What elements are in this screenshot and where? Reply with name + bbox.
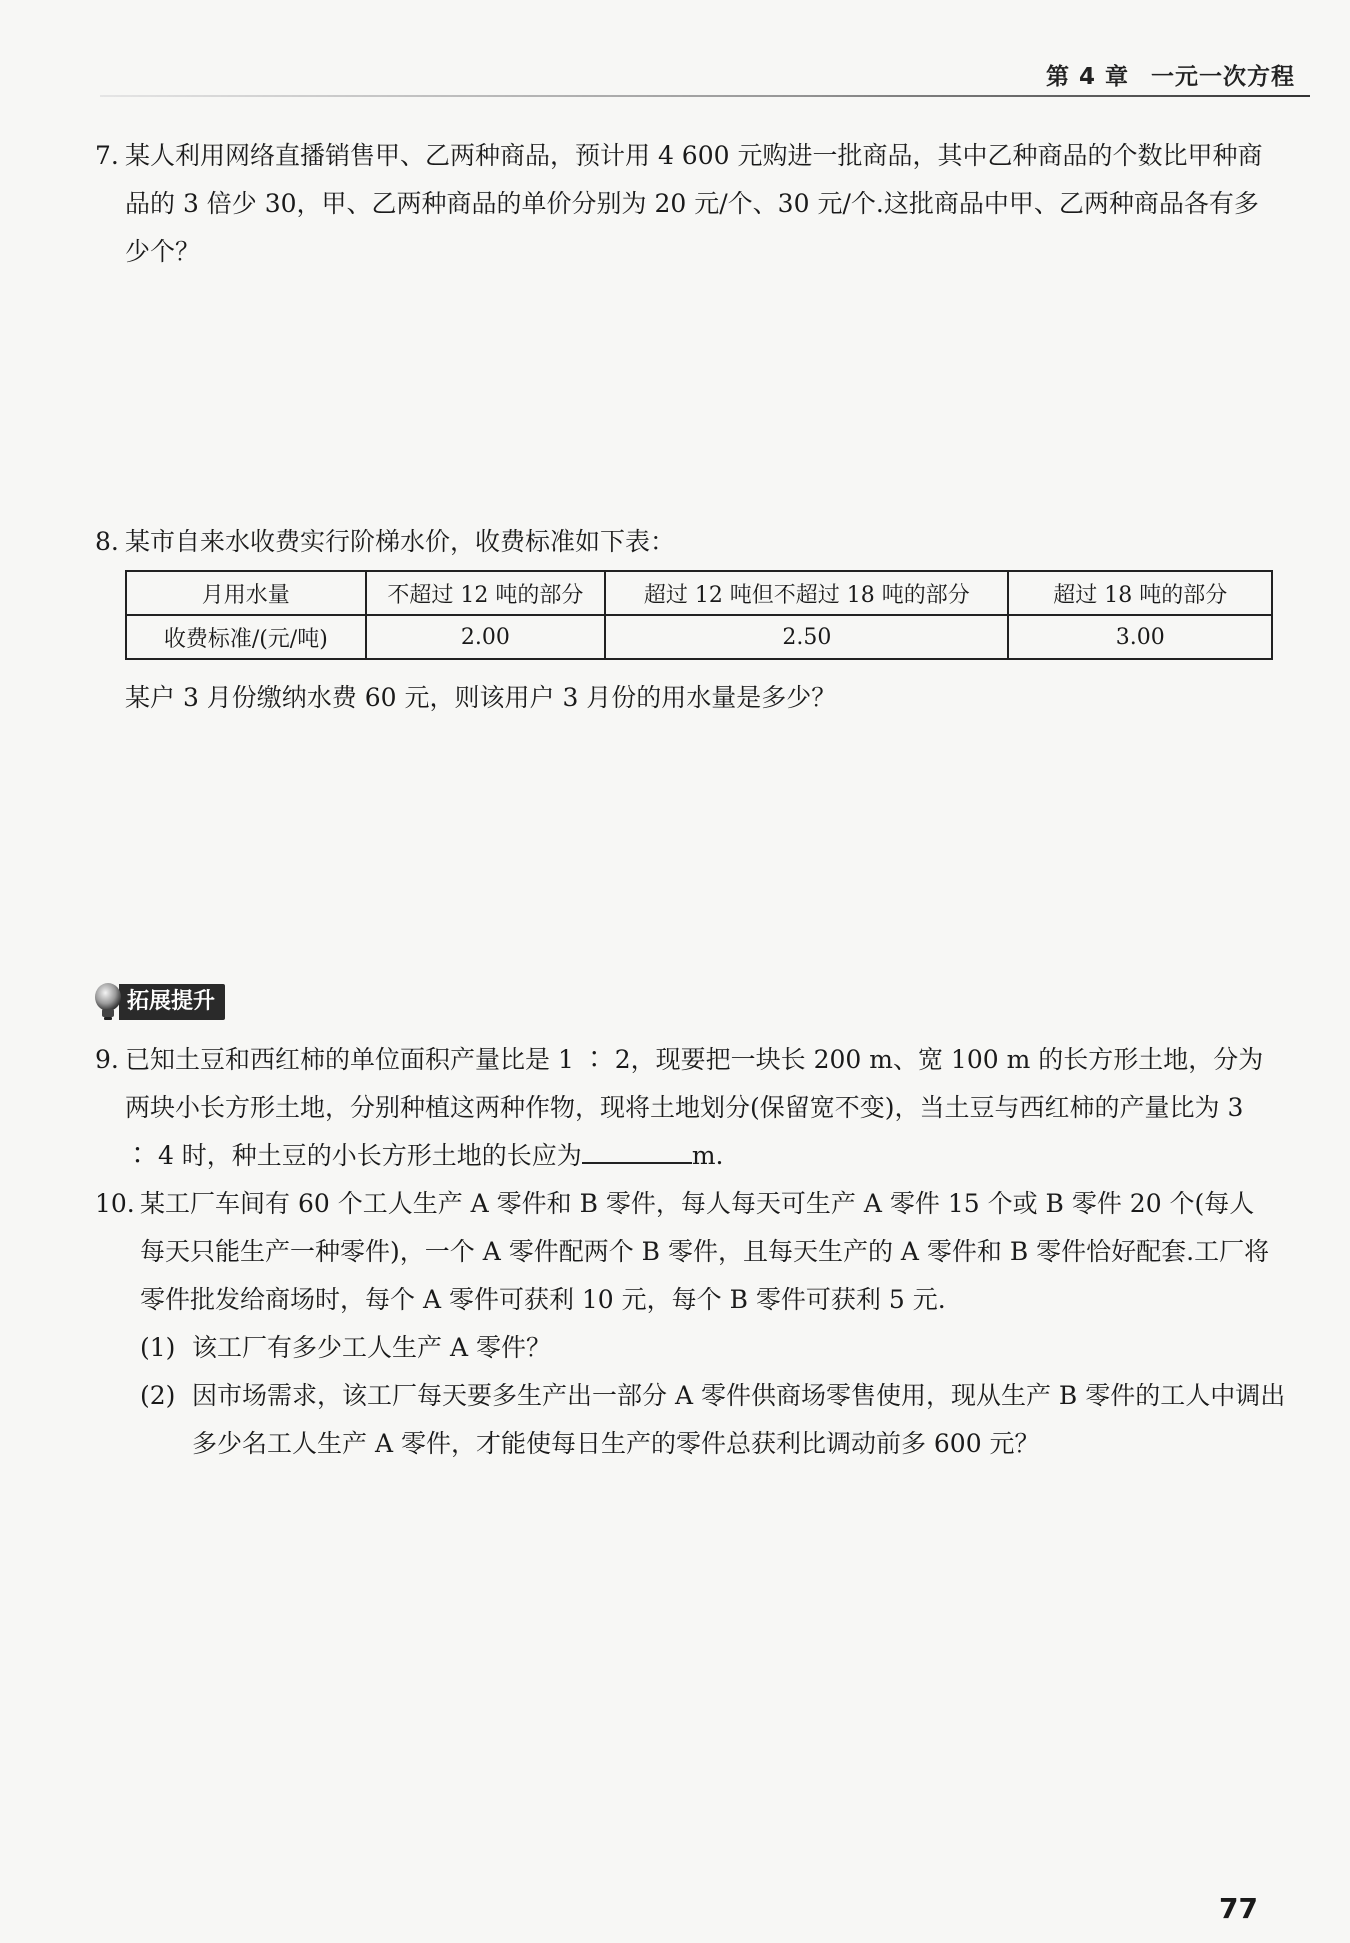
section-heading [93, 982, 225, 1022]
question-9 [95, 1036, 1275, 1180]
table-cell: 不超过 12 吨的部分 [366, 571, 606, 615]
table-cell: 2.50 [605, 615, 1008, 659]
question-7-number: 7. [95, 141, 119, 170]
table-cell: 2.00 [366, 615, 606, 659]
question-9-unit: m. [691, 1141, 724, 1170]
question-10-part-1 [140, 1324, 1290, 1372]
question-7 [95, 132, 1275, 276]
table-cell: 月用水量 [126, 571, 366, 615]
part-1-text: 该工厂有多少工人生产 A 零件？ [192, 1333, 551, 1362]
water-price-table [125, 570, 1273, 660]
table-row [126, 571, 1272, 615]
lightbulb-icon [93, 982, 123, 1022]
header-rule [100, 95, 1310, 97]
question-8-ask: 某户 3 月份缴纳水费 60 元，则该用户 3 月份的用水量是多少？ [125, 683, 837, 712]
question-8-text: 某市自来水收费实行阶梯水价，收费标准如下表： [125, 527, 676, 556]
table-row [126, 615, 1272, 659]
question-7-text: 某人利用网络直播销售甲、乙两种商品，预计用 4 600 元购进一批商品，其中乙种商品的个数比甲种商品的 3 倍少 30，甲、乙两种商品的单价分别为 20 元/个、30 元/个.这批商品中甲、乙两种商品各有多少个？ [125, 141, 1263, 266]
question-8 [95, 518, 1275, 566]
part-1-label: (1) [140, 1333, 176, 1362]
chapter-title: 一元一次方程 [1151, 64, 1295, 90]
question-9-text-before: 已知土豆和西红柿的单位面积产量比是 1 ∶ 2，现要把一块长 200 m、宽 100 m 的长方形土地，分为两块小长方形土地，分别种植这两种作物，现将土地划分(保留宽不变)，当土豆与西红柿的产量比为 3 ∶ 4 时，种土豆的小长方形土地的长应为 [125, 1045, 1264, 1170]
table-cell: 超过 18 吨的部分 [1008, 571, 1272, 615]
table-cell: 收费标准/(元/吨) [126, 615, 366, 659]
answer-blank[interactable] [582, 1132, 692, 1164]
table-cell: 3.00 [1008, 615, 1272, 659]
question-10 [95, 1180, 1275, 1324]
chapter-number: 第 4 章 [1045, 64, 1129, 90]
part-2-label: (2) [140, 1381, 176, 1410]
table-cell: 超过 12 吨但不超过 18 吨的部分 [605, 571, 1008, 615]
chapter-header [1046, 58, 1295, 91]
question-9-number: 9. [95, 1045, 119, 1074]
question-10-part-2 [140, 1372, 1290, 1468]
question-10-number: 10. [95, 1189, 135, 1218]
section-label: 拓展提升 [119, 984, 225, 1020]
part-2-text: 因市场需求，该工厂每天要多生产出一部分 A 零件供商场零售使用，现从生产 B 零件的工人中调出多少名工人生产 A 零件，才能使每日生产的零件总获利比调动前多 600 元？ [192, 1381, 1286, 1458]
question-9-text [125, 1036, 1275, 1180]
question-10-text: 某工厂车间有 60 个工人生产 A 零件和 B 零件，每人每天可生产 A 零件 15 个或 B 零件 20 个(每人每天只能生产一种零件)，一个 A 零件配两个 B 零件，且每天生产的 A 零件和 B 零件恰好配套.工厂将零件批发给商场时，每个 A 零件可获利 10 元，每个 B 零件可获利 5 元. [140, 1189, 1270, 1314]
question-8-number: 8. [95, 527, 119, 556]
page-number: 77 [1219, 1892, 1258, 1925]
